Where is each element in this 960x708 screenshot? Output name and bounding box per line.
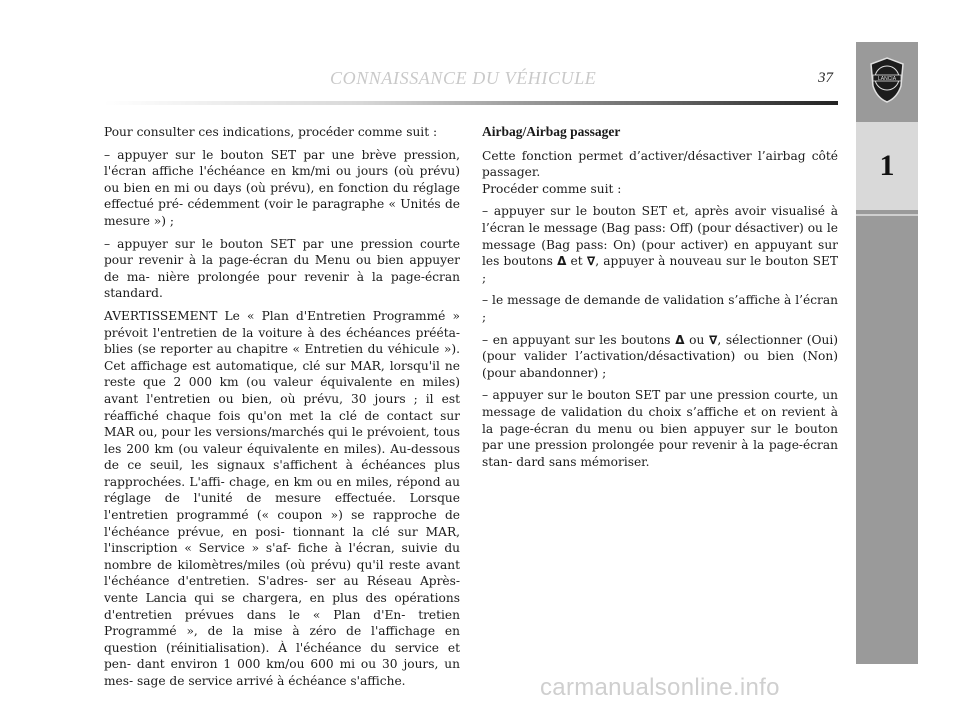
logo-text: LANCIA [877, 76, 897, 82]
paragraph: – appuyer sur le bouton SET par une pression courte pour revenir à la page-écran du Menu ou bien appuyer de ma- nière prolongée pour revenir à la page-écran standard. [104, 236, 460, 301]
paragraph: – le message de demande de validation s’affiche à l’écran ; [482, 293, 838, 324]
page-header-title: CONNAISSANCE DU VÉHICULE [330, 68, 597, 88]
section-title: Airbag/Airbag passager [482, 124, 621, 139]
header-divider [104, 101, 838, 105]
paragraph: – appuyer sur le bouton SET par une pression courte, un message de validation du choix s’affiche et on revient à la page-écran du menu ou bien appuyer sur le bouton par une pression prolongée pour revenir à la page-écran stan- dard sans mémoriser. [482, 388, 838, 469]
watermark-text: carmanualsonline.info [540, 674, 780, 701]
paragraph: Procéder comme suit : [482, 181, 622, 196]
text-segment: , sélectionner (Oui) (pour valider l’activation/désactivation) ou bien (Non) (pour abandonner) ; [482, 332, 839, 380]
paragraph [482, 203, 838, 286]
paragraph: Cette fonction permet d’activer/désactiver l’airbag côté passager. [482, 148, 838, 180]
chapter-number: 1 [879, 149, 895, 182]
arrow-up-icon: Δ [675, 332, 685, 347]
text-segment: et [566, 254, 587, 269]
chapter-sidebar [856, 42, 918, 664]
left-text-column [104, 124, 460, 696]
paragraph: AVERTISSEMENT Le « Plan d'Entretien Programmé » prévoit l'entretien de la voiture à des échéances prééta- blies (se reporter au chapitre « Entretien du véhicule »). Cet affichage est automatique, clé sur MAR, lorsqu'il ne reste que 2 000 km (ou valeur équivalente en miles) avant l'entretien ou bien, où prévu, 30 jours ; il est réaffiché chaque fois qu'on met la clé de contact sur MAR ou, pour les versions/marchés qui le prévoient, tous les 200 km (ou valeur équivalente en miles). Au-dessous de ce seuil, les signaux s'affichent à échéances plus rapprochées. L'affi- chage, en km ou en miles, répond au réglage de l'unité de mesure effectuée. Lorsque l'entretien programmé (« coupon ») se rapproche de l'échéance prévue, en posi- tionnant la clé sur MAR, l'inscription « Service » s'af- fiche à l'écran, suivie du nombre de kilomètres/miles (où prévu) qu'il reste avant l'échéance d'entretien. S'adres- ser au Réseau Après-vente Lancia qui se chargera, en plus des opérations d'entretien prévues dans le « Plan d'En- tretien Programmé », de la mise à zéro de l'affichage en question (réinitialisation). À l'échéance du service et pen- dant environ 1 000 km/ou 600 mi ou 30 jours, un mes- sage de service arrivé à échéance s'affiche. [104, 308, 460, 688]
paragraph: Pour consulter ces indications, procéder comme suit : [104, 125, 438, 139]
lancia-logo-icon [867, 56, 907, 104]
text-segment: – appuyer sur le bouton SET et, après avoir visualisé à l’écran le message (Bag pass: Off) (pour désactiver) ou le message (Bag pass: On) (pour activer) en appuyant sur les boutons [482, 204, 838, 269]
text-segment: , appuyer à nouveau sur le bouton SET ; [482, 254, 839, 285]
arrow-down-icon: ∇ [708, 332, 718, 347]
arrow-up-icon: Δ [557, 254, 567, 269]
chapter-marker [856, 122, 918, 210]
right-text-column [482, 124, 838, 476]
text-segment: ou [684, 332, 709, 347]
paragraph: – appuyer sur le bouton SET par une brève pression, l'écran affiche l'échéance en km/mi ou jours (où prévu) ou bien en mi ou days (où prévu), en fonction du réglage effectué pré- cédemment (voir le paragraphe « Unités de mesure ») ; [104, 147, 460, 228]
logo-container [856, 42, 918, 118]
sidebar-divider [856, 214, 918, 216]
page-number: 37 [818, 70, 833, 86]
arrow-down-icon: ∇ [586, 254, 596, 269]
text-segment: – en appuyant sur les boutons [482, 332, 676, 347]
paragraph [482, 332, 838, 382]
